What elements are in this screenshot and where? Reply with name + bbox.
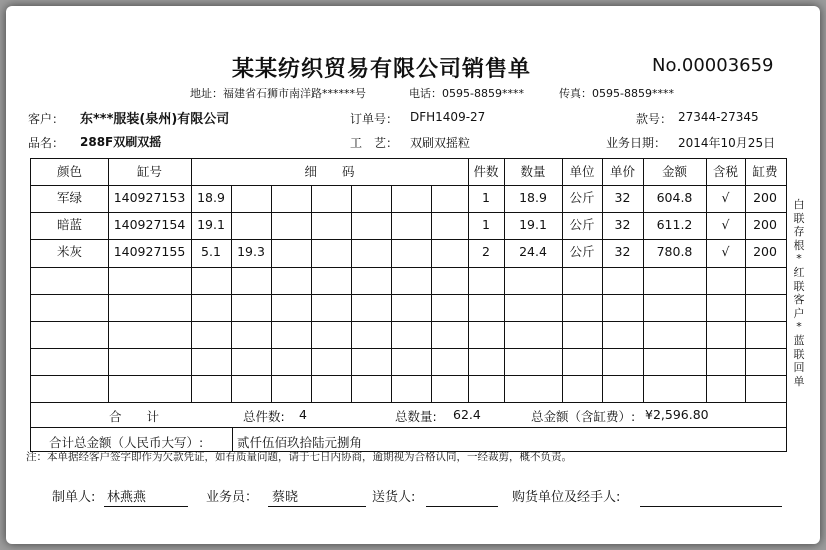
salesman-signature-line [268,506,366,507]
style-number-label: 款号： [636,112,673,126]
style-number: 27344-27345 [678,110,759,124]
total-amount-label: 总金额（含缸费）: [531,409,636,424]
total-pieces-label: 总件数: [243,409,285,424]
maker-label: 制单人: [52,490,96,505]
row-quantity: 19.1 [519,217,547,232]
header-unit: 单位 [569,164,595,179]
row-tax: √ [721,190,730,205]
product-name-label: 品名： [28,136,65,150]
maker-signature-line [104,506,188,507]
company-phone: 电话：0595-8859**** [409,87,524,100]
row-lot: 140927155 [113,244,186,259]
header-pieces: 件数 [473,164,499,179]
header-tax: 含税 [712,164,738,179]
row-quantity: 24.4 [519,244,547,259]
amount-in-words-label: 合计总金额（人民币大写）: [49,435,204,450]
total-pieces: 4 [299,407,307,422]
sales-slip [6,6,820,544]
row-unit: 公斤 [569,217,595,232]
row-price: 32 [614,190,631,205]
delivery-person-label: 送货人: [372,490,416,505]
disclaimer-note: 注：本单据经客户签字即作为欠款凭证，如有质量问题，请于七日内协商，逾期视为合格认同，一经裁剪，概不负责。 [26,451,572,463]
row-amount: 780.8 [656,244,693,259]
row-color: 暗蓝 [56,217,82,232]
document-number: No.00003659 [652,55,774,76]
row-unit: 公斤 [569,190,595,205]
buyer-label: 购货单位及经手人: [512,490,621,505]
salesman-name: 蔡晓 [272,490,299,505]
total-quantity: 62.4 [453,407,481,422]
row-amount: 604.8 [656,190,693,205]
delivery-signature-line [426,506,498,507]
row-tax: √ [721,217,730,232]
row-color: 米灰 [56,244,82,259]
amount-in-words: 贰仟伍佰玖拾陆元捌角 [237,435,363,450]
buyer-signature-line [640,506,782,507]
copy-distribution-note: 白联存根*红联客户*蓝联回单 [793,198,805,388]
business-date: 2014年10月25日 [678,136,776,150]
row-dye-fee: 200 [753,244,777,259]
row-pieces: 1 [482,217,490,232]
customer-name: 东***服装(泉州)有限公司 [80,112,230,127]
row-pieces: 2 [482,244,490,259]
product-name: 288F双刷双摇 [80,135,162,149]
row-lot: 140927154 [113,217,186,232]
sales-table [30,158,787,452]
row-tax: √ [721,244,730,259]
header-price: 单价 [609,164,635,179]
header-sizes: 细 码 [304,164,355,179]
company-fax: 传真：0595-8859**** [559,87,674,100]
row-lot: 140927153 [113,190,186,205]
company-address: 地址：福建省石狮市南洋路******号 [190,87,366,100]
row-unit: 公斤 [569,244,595,259]
row-size-2: 19.3 [237,244,265,259]
salesman-label: 业务员： [206,490,259,505]
row-dye-fee: 200 [753,217,777,232]
row-amount: 611.2 [656,217,693,232]
totals-label: 合 计 [109,409,160,424]
order-number: DFH1409-27 [410,110,486,124]
row-price: 32 [614,244,631,259]
total-amount: ¥2,596.80 [645,407,709,422]
header-dye-fee: 缸费 [752,164,778,179]
row-dye-fee: 200 [753,190,777,205]
row-size-1: 19.1 [197,217,225,232]
order-number-label: 订单号： [350,112,399,126]
craft: 双刷双摇粒 [410,136,471,150]
document-title: 某某纺织贸易有限公司销售单 [232,57,532,82]
row-size-1: 18.9 [197,190,225,205]
craft-label: 工 艺： [350,136,399,150]
row-color: 军绿 [56,190,82,205]
row-size-2 [231,185,271,211]
row-size-2 [231,212,271,238]
row-pieces: 1 [482,190,490,205]
total-quantity-label: 总数量: [395,409,437,424]
row-size-1: 5.1 [201,244,221,259]
header-color: 颜色 [56,164,82,179]
header-quantity: 数量 [520,164,546,179]
maker-name: 林燕燕 [107,490,147,505]
header-lot: 缸号 [136,164,162,179]
business-date-label: 业务日期： [606,136,667,150]
row-quantity: 18.9 [519,190,547,205]
header-amount: 金额 [661,164,687,179]
customer-label: 客户： [28,112,65,126]
row-price: 32 [614,217,631,232]
